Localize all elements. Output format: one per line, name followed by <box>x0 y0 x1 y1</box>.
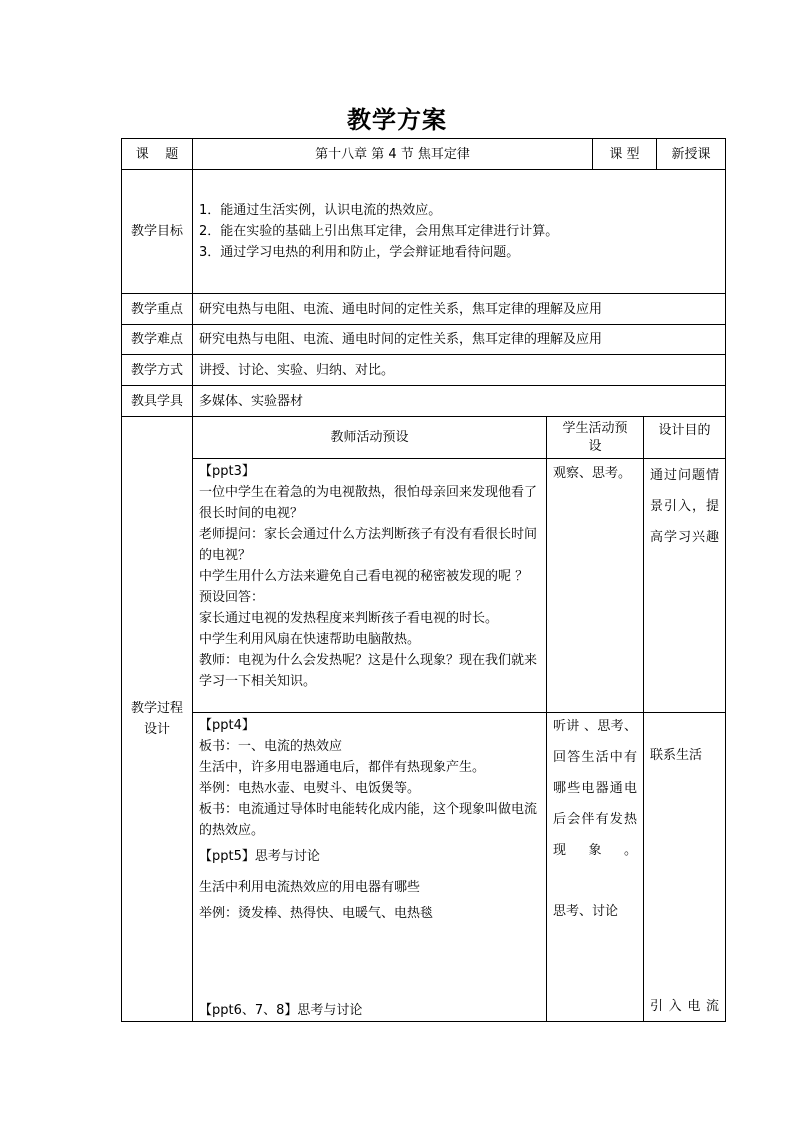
methods-text: 讲授、讨论、实验、归纳、对比。 <box>199 362 395 378</box>
methods-label: 教学方式 <box>130 362 183 378</box>
ppt-tag: 【ppt5】 <box>199 849 255 864</box>
goal-item: 2．能在实验的基础上引出焦耳定律，会用焦耳定律进行计算。 <box>199 224 559 239</box>
teacher-activity-ppt4: 【ppt4】 板书：一、电流的热效应 生活中，许多用电器通电后，都伴有热现象产生。 举例：电热水壶、电熨斗、电饭煲等。 板书：电流通过导体时电能转化成内能，这个现象叫做电流的热效应。 【ppt5】思考与讨论 生活中利用电流热效应的用电器有哪些 举例：烫发棒、热得快、电暖气、电热毯 <box>199 715 542 924</box>
ppt-tag: 【ppt4】 <box>199 718 255 733</box>
ppt-tag: 【ppt6、7、8】 <box>199 1003 298 1018</box>
key-points-label: 教学重点 <box>130 301 183 317</box>
goal-item: 1．能通过生活实例，认识电流的热效应。 <box>199 203 442 218</box>
student-column-header: 学生活动预 设 <box>562 420 628 454</box>
column-divider <box>192 138 193 1022</box>
tools-label: 教具学具 <box>130 393 183 409</box>
difficulties-label: 教学难点 <box>130 332 183 347</box>
teacher-column-header: 教师活动预设 <box>330 430 409 445</box>
page-title: 教学方案 <box>347 105 447 134</box>
ppt-tag: 【ppt3】 <box>199 464 255 479</box>
goals-list <box>199 170 719 293</box>
design-purpose-ppt678: 引入电流 <box>650 999 719 1014</box>
row-divider <box>192 458 726 459</box>
tools-text: 多媒体、实验器材 <box>199 393 304 409</box>
goal-item: 3．通过学习电热的利用和防止，学会辩证地看待问题。 <box>199 245 520 260</box>
student-activity-ppt4: 听讲 、思考、回答生活中有哪些电器通电后会伴有发热现象。 <box>553 719 637 858</box>
type-label: 课 型 <box>609 146 640 162</box>
student-activity-ppt5: 思考、讨论 <box>553 904 619 919</box>
goals-label: 教学目标 <box>130 224 183 239</box>
teacher-activity-ppt3: 【ppt3】 一位中学生在着急的为电视散热，很怕母亲回来发现他看了很长时间的电视？ 老师提问：家长会通过什么方法判断孩子有没有看很长时间的电视？ 中学生用什么方法来避免自己看电视的秘密被发现的呢 ？ 预设回答： 家长通过电视的发热程度来判断孩子看电视的时长。 中学生利用风扇在快速帮助电脑散热。 教师：电视为什么会发热呢？这是什么现象？现在我们就来学习一下相关知识。 <box>199 461 542 711</box>
row-divider <box>192 712 726 713</box>
topic-value: 第十八章 第 4 节 焦耳定律 <box>315 146 470 162</box>
table-border-right <box>725 138 726 1022</box>
process-label: 教学过程 设计 <box>130 701 183 737</box>
design-purpose-ppt4: 联系生活 <box>650 748 703 763</box>
design-purpose-ppt3: 通过问题情景引入，提高学习兴趣 <box>650 468 719 545</box>
key-points-text: 研究电热与电阻、电流、通电时间的定性关系，焦耳定律的理解及应用 <box>199 301 603 317</box>
column-divider <box>643 416 644 1022</box>
topic-label: 课 题 <box>135 146 179 162</box>
table-border-bottom <box>121 1021 726 1022</box>
column-divider <box>546 416 547 1022</box>
difficulties-text: 研究电热与电阻、电流、通电时间的定性关系，焦耳定律的理解及应用 <box>199 332 603 347</box>
type-value: 新授课 <box>671 146 711 162</box>
teacher-activity-ppt678: 【ppt6、7、8】思考与讨论 <box>199 1003 363 1018</box>
student-activity-ppt3: 观察、思考。 <box>553 466 632 481</box>
purpose-column-header: 设计目的 <box>658 423 711 438</box>
